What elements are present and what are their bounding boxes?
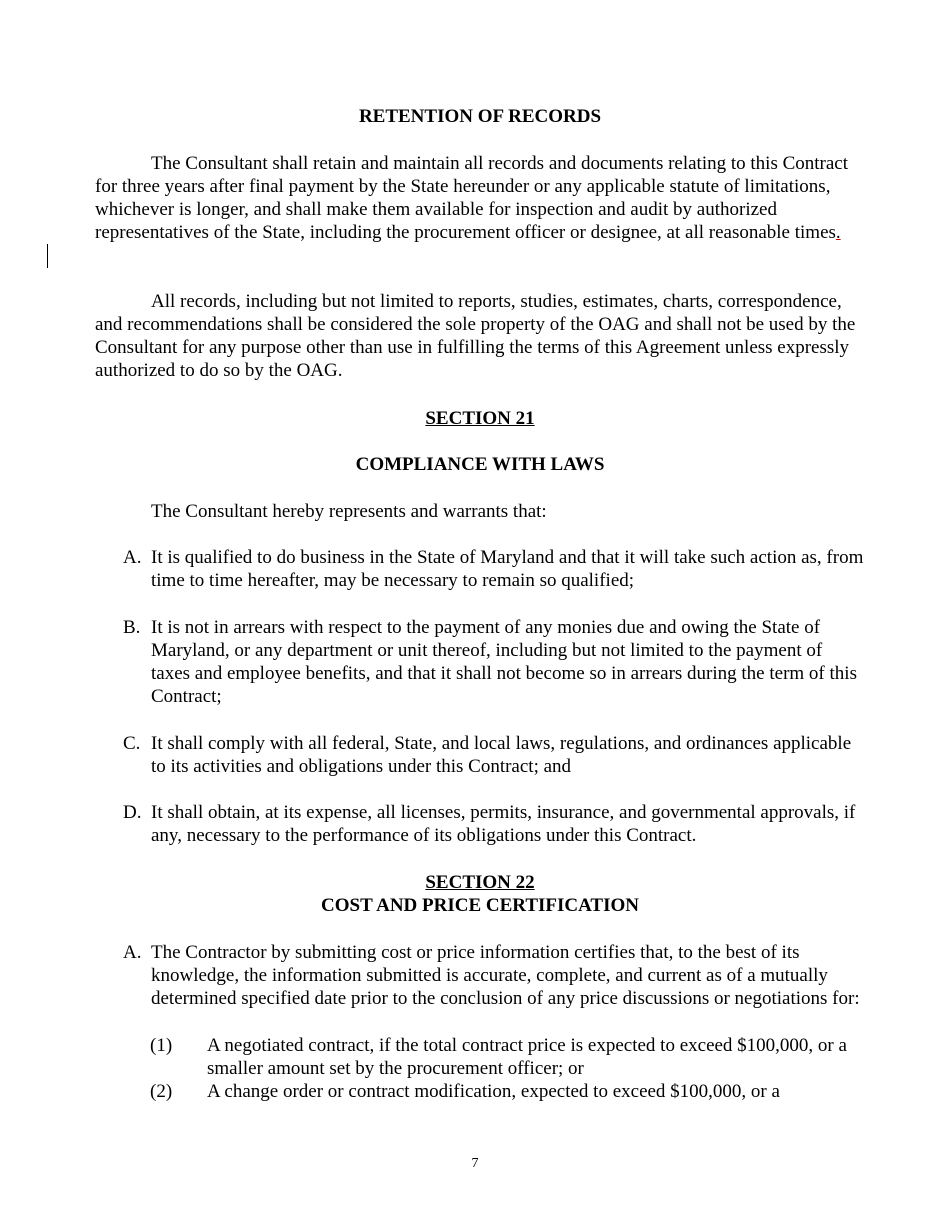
paragraph-records-property — [95, 290, 865, 382]
sub-item-2 — [95, 1080, 865, 1103]
sub-item-number: (1) — [150, 1035, 173, 1056]
sub-item-text: A negotiated contract, if the total contract price is expected to exceed $100,000, or a smaller amount set by the procurement officer; or — [207, 1035, 847, 1079]
list-item-letter: A. — [123, 942, 142, 963]
list-item-letter: C. — [123, 733, 141, 754]
section-21-intro-text: The Consultant hereby represents and warrants that: — [151, 501, 547, 522]
list-item-text: It is qualified to do business in the State of Maryland and that it will take such action as, from time to time hereafter, may be necessary to remain so qualified; — [151, 547, 864, 591]
section-22-item-a — [95, 941, 865, 1010]
section-21-title: COMPLIANCE WITH LAWS — [355, 454, 605, 475]
sub-item-text: A change order or contract modification, expected to exceed $100,000, or a — [207, 1081, 780, 1102]
heading-retention-of-records: RETENTION OF RECORDS — [358, 106, 602, 127]
section-21-intro — [95, 500, 865, 523]
list-item-text: It is not in arrears with respect to the payment of any monies due and owing the State of Maryland, or any department or unit thereof, including but not limited to the payment of taxes and employee benefits, and that it shall not become so in arrears during the term of this Contract; — [151, 617, 857, 707]
paragraph-records-property-text: All records, including but not limited to reports, studies, estimates, charts, correspondence, and recommendations shall be considered the sole property of the OAG and shall not be used by the Consultant for any purpose other than use in fulfilling the terms of this Agreement unless expressly authorized to do so by the OAG. — [95, 291, 856, 381]
list-item-letter: B. — [123, 617, 141, 638]
list-item-letter: D. — [123, 802, 142, 823]
list-item-text: It shall obtain, at its expense, all licenses, permits, insurance, and governmental approvals, if any, necessary to the performance of its obligations under this Contract. — [151, 802, 856, 846]
section-21-number: SECTION 21 — [425, 408, 535, 429]
list-item-c — [95, 732, 865, 778]
page-number: 7 — [471, 1156, 479, 1171]
paragraph-retention — [95, 152, 865, 244]
section-22-title: COST AND PRICE CERTIFICATION — [321, 895, 639, 916]
revision-change-bar — [47, 244, 48, 268]
list-item-b — [95, 616, 865, 708]
sub-item-number: (2) — [150, 1081, 173, 1102]
list-item-letter: A. — [123, 547, 142, 568]
tracked-change-period: . — [835, 222, 841, 243]
list-item-text: The Contractor by submitting cost or price information certifies that, to the best of its knowledge, the information submitted is accurate, complete, and current as of a mutually determined specified date prior to the conclusion of any price discussions or negotiations for: — [151, 942, 860, 1009]
list-item-text: It shall comply with all federal, State, and local laws, regulations, and ordinances applicable to its activities and obligations under this Contract; and — [151, 733, 852, 777]
sub-item-1 — [95, 1034, 865, 1080]
section-22-number: SECTION 22 — [425, 872, 535, 893]
list-item-a — [95, 546, 865, 592]
list-item-d — [95, 801, 865, 847]
paragraph-retention-text: The Consultant shall retain and maintain all records and documents relating to this Contract for three years after final payment by the State hereunder or any applicable statute of limitations, whichever is longer, and shall make them available for inspection and audit by authorized representatives of the State, including the procurement officer or designee, at all reasonable times — [95, 153, 849, 243]
